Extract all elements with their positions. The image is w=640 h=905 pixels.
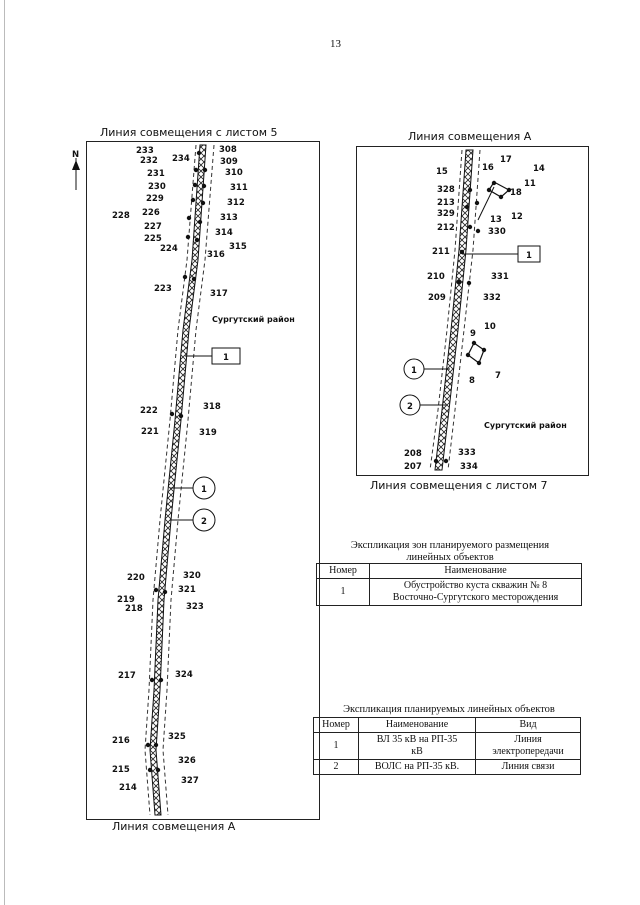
svg-text:312: 312 bbox=[227, 198, 245, 208]
svg-text:325: 325 bbox=[168, 732, 186, 742]
left-map-top-caption: Линия совмещения с листом 5 bbox=[100, 126, 278, 139]
svg-text:221: 221 bbox=[141, 427, 159, 437]
svg-text:218: 218 bbox=[125, 604, 143, 614]
svg-text:2: 2 bbox=[201, 517, 207, 527]
svg-text:311: 311 bbox=[230, 183, 248, 193]
table-row bbox=[314, 733, 581, 760]
svg-text:224: 224 bbox=[160, 244, 178, 254]
svg-text:327: 327 bbox=[181, 776, 199, 786]
svg-text:324: 324 bbox=[175, 670, 193, 680]
svg-text:210: 210 bbox=[427, 272, 445, 282]
left-map-bottom-caption: Линия совмещения А bbox=[112, 820, 236, 833]
svg-text:318: 318 bbox=[203, 402, 221, 412]
svg-text:223: 223 bbox=[154, 284, 172, 294]
table2 bbox=[313, 717, 581, 775]
svg-text:234: 234 bbox=[172, 154, 190, 164]
svg-text:213: 213 bbox=[437, 198, 455, 208]
table2-header-name: Наименование bbox=[359, 718, 476, 733]
table1-header-number: Номер bbox=[317, 564, 370, 579]
right-region-label: Сургутский район bbox=[484, 421, 567, 430]
svg-text:310: 310 bbox=[225, 168, 243, 178]
svg-text:316: 316 bbox=[207, 250, 225, 260]
table2-cell-name bbox=[359, 733, 476, 760]
north-arrow-icon bbox=[72, 150, 80, 190]
left-marker-circle-2 bbox=[170, 509, 215, 531]
north-label: N bbox=[72, 150, 80, 160]
svg-text:308: 308 bbox=[219, 145, 237, 155]
svg-text:209: 209 bbox=[428, 293, 446, 303]
svg-text:2: 2 bbox=[407, 402, 413, 412]
page-number: 13 bbox=[330, 38, 341, 50]
svg-text:309: 309 bbox=[220, 157, 238, 167]
table2-cell-type bbox=[476, 733, 581, 760]
svg-text:1: 1 bbox=[526, 251, 532, 261]
svg-text:319: 319 bbox=[199, 428, 217, 438]
svg-text:16: 16 bbox=[482, 163, 494, 173]
svg-text:323: 323 bbox=[186, 602, 204, 612]
svg-text:233: 233 bbox=[136, 146, 154, 156]
table1-cell-name-line1: Обустройство куста скважин № 8 bbox=[403, 580, 548, 591]
svg-text:231: 231 bbox=[147, 169, 165, 179]
svg-text:317: 317 bbox=[210, 289, 228, 299]
svg-text:1: 1 bbox=[201, 485, 207, 495]
svg-text:219: 219 bbox=[117, 595, 135, 605]
svg-text:216: 216 bbox=[112, 736, 130, 746]
svg-text:211: 211 bbox=[432, 247, 450, 257]
svg-text:220: 220 bbox=[127, 573, 145, 583]
svg-text:326: 326 bbox=[178, 756, 196, 766]
table1 bbox=[316, 563, 582, 606]
table2-header-number: Номер bbox=[314, 718, 359, 733]
svg-text:314: 314 bbox=[215, 228, 233, 238]
left-point-labels bbox=[112, 145, 248, 793]
svg-text:331: 331 bbox=[491, 272, 509, 282]
svg-text:329: 329 bbox=[437, 209, 455, 219]
table1-title-line1: Экспликация зон планируемого размещения bbox=[350, 540, 550, 551]
svg-text:7: 7 bbox=[495, 371, 501, 381]
table-row bbox=[317, 579, 582, 606]
table1-cell-number: 1 bbox=[317, 579, 370, 606]
table2-cell-name: ВОЛС на РП-35 кВ. bbox=[359, 760, 476, 775]
svg-text:1: 1 bbox=[411, 366, 417, 376]
svg-text:328: 328 bbox=[437, 185, 455, 195]
svg-text:215: 215 bbox=[112, 765, 130, 775]
svg-text:13: 13 bbox=[490, 215, 502, 225]
right-map-bottom-caption: Линия совмещения с листом 7 bbox=[370, 479, 548, 492]
svg-text:332: 332 bbox=[483, 293, 501, 303]
right-map-top-caption: Линия совмещения А bbox=[408, 130, 532, 143]
svg-text:320: 320 bbox=[183, 571, 201, 581]
svg-text:334: 334 bbox=[460, 462, 478, 472]
table1-title-line2: линейных объектов bbox=[406, 552, 494, 563]
table1-header-name: Наименование bbox=[370, 564, 582, 579]
svg-text:227: 227 bbox=[144, 222, 162, 232]
svg-text:222: 222 bbox=[140, 406, 158, 416]
svg-text:11: 11 bbox=[524, 179, 536, 189]
svg-text:207: 207 bbox=[404, 462, 422, 472]
svg-text:15: 15 bbox=[436, 167, 448, 177]
table2-title: Экспликация планируемых линейных объектов bbox=[343, 704, 555, 715]
svg-text:12: 12 bbox=[511, 212, 523, 222]
svg-text:225: 225 bbox=[144, 234, 162, 244]
table2-cell-number: 2 bbox=[314, 760, 359, 775]
table2-cell-type-line2: электропередачи bbox=[492, 746, 564, 757]
svg-text:229: 229 bbox=[146, 194, 164, 204]
table2-cell-type-line1: Линия bbox=[514, 734, 542, 745]
svg-text:315: 315 bbox=[229, 242, 247, 252]
svg-text:1: 1 bbox=[223, 353, 229, 363]
left-marker-circle-1 bbox=[170, 477, 215, 499]
table2-cell-number: 1 bbox=[314, 733, 359, 760]
svg-text:9: 9 bbox=[470, 329, 476, 339]
svg-text:313: 313 bbox=[220, 213, 238, 223]
svg-text:14: 14 bbox=[533, 164, 545, 174]
svg-text:18: 18 bbox=[510, 188, 522, 198]
table1-cell-name bbox=[370, 579, 582, 606]
svg-text:217: 217 bbox=[118, 671, 136, 681]
table2-cell-name-line2: кВ bbox=[411, 746, 423, 757]
svg-text:212: 212 bbox=[437, 223, 455, 233]
svg-text:232: 232 bbox=[140, 156, 158, 166]
svg-text:228: 228 bbox=[112, 211, 130, 221]
table1-title bbox=[316, 540, 584, 564]
table2-cell-type: Линия связи bbox=[476, 760, 581, 775]
left-region-label: Сургутский район bbox=[212, 315, 295, 324]
svg-text:17: 17 bbox=[500, 155, 512, 165]
table-row bbox=[314, 760, 581, 775]
table2-cell-name-line1: ВЛ 35 кВ на РП-35 bbox=[376, 734, 458, 745]
svg-text:208: 208 bbox=[404, 449, 422, 459]
table2-header-type: Вид bbox=[476, 718, 581, 733]
svg-text:214: 214 bbox=[119, 783, 137, 793]
right-marker-circle-2 bbox=[400, 395, 446, 415]
svg-text:333: 333 bbox=[458, 448, 476, 458]
table1-cell-name-line2: Восточно-Сургутского месторождения bbox=[392, 592, 559, 603]
svg-text:230: 230 bbox=[148, 182, 166, 192]
svg-text:321: 321 bbox=[178, 585, 196, 595]
svg-text:226: 226 bbox=[142, 208, 160, 218]
svg-text:330: 330 bbox=[488, 227, 506, 237]
svg-text:10: 10 bbox=[484, 322, 496, 332]
right-marker-1 bbox=[462, 246, 540, 262]
svg-text:8: 8 bbox=[469, 376, 475, 386]
